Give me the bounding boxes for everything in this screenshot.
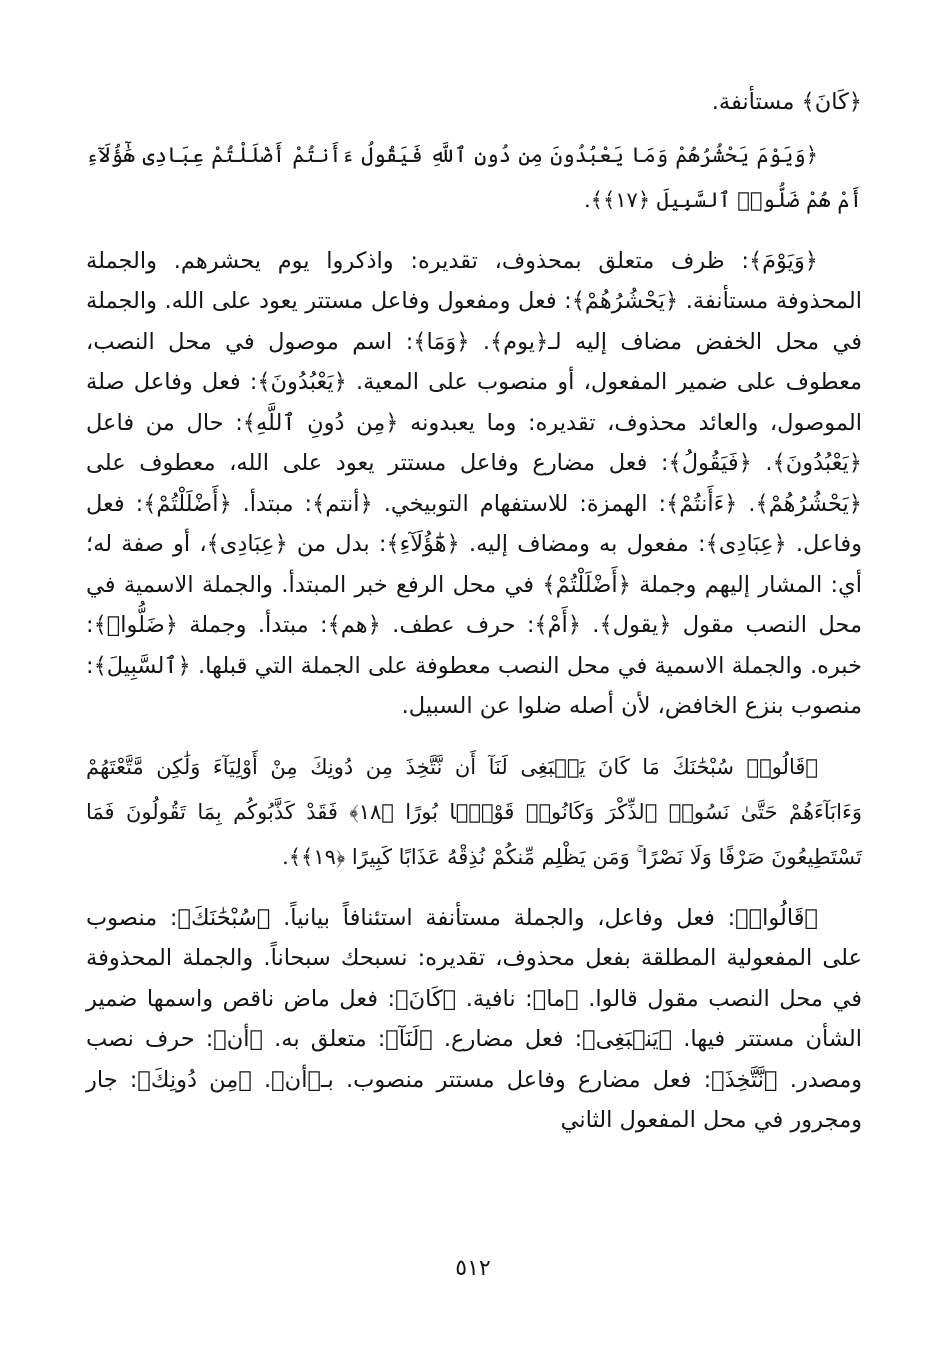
commentary-paragraph-17: ﴿وَيَوْمَ﴾: ظرف متعلق بمحذوف، تقديره: واذكروا يوم يحشرهم. والجملة المحذوفة مستأنفة. ﴿يَحْشُرُهُمْ﴾: فعل ومفعول وفاعل مستتر يعود على الله. والجملة في محل الخفض مضاف إليه لـ﴿يوم﴾. ﴿وَمَا﴾: اسم موصول في محل النصب، معطوف على ضمير المفعول، أو منصوب على المعية. ﴿يَعْبُدُونَ﴾: فعل وفاعل صلة الموصول، والعائد محذوف، تقديره: وما يعبدونه ﴿مِن دُونِ ٱللَّهِ﴾: حال من فاعل ﴿يَعْبُدُونَ﴾. ﴿فَيَقُولُ﴾: فعل مضارع وفاعل مستتر يعود على الله، معطوف على ﴿يَحْشُرُهُمْ﴾. ﴿ءَأَنتُمْ﴾: الهمزة: للاستفهام التوبيخي. ﴿أنتم﴾: مبتدأ. ﴿أَضْلَلْتُمْ﴾: فعل وفاعل. ﴿عِبَادِى﴾: مفعول به ومضاف إليه. ﴿هَٰٓؤُلَآءِ﴾: بدل من ﴿عِبَادِى﴾، أو صفة له؛ أي: المشار إليهم وجملة ﴿أَضْلَلْتُمْ﴾ في محل الرفع خبر المبتدأ. والجملة الاسمية في محل النصب مقول ﴿يقول﴾. ﴿أَمْ﴾: حرف عطف. ﴿هم﴾: مبتدأ. وجملة ﴿ضَلُّوا۟﴾: خبره. والجملة الاسمية في محل النصب معطوفة على الجملة التي قبلها. ﴿ٱلسَّبِيلَ﴾: منصوب بنزع الخافض، لأن أصله ضلوا عن السبيل. [86,247,862,719]
spacer [86,123,862,133]
spacer [86,880,862,898]
quran-verse-17: ﴿وَيَوْمَ يَحْشُرُهُمْ وَمَا يَعْبُدُونَ مِن دُونِ ٱللَّهِ فَيَقُولُ ءَأَنتُمْ أَضْلَلْتُمْ عِبَادِى هَٰٓؤُلَآءِ أَمْ هُمْ ضَلُّوا۟ ٱلسَّبِيلَ ﴿١٧﴾﴾. [86,142,862,212]
spacer [86,727,862,745]
quran-verse-18-19: ﴿قَالُوا۟ سُبْحَٰنَكَ مَا كَانَ يَنۢبَغِى لَنَآ أَن نَّتَّخِذَ مِن دُونِكَ مِنْ أَوْلِيَآءَ وَلَٰكِن مَّتَّعْتَهُمْ وَءَابَآءَهُمْ حَتَّىٰ نَسُوا۟ ٱلذِّكْرَ وَكَانُوا۟ قَوْمًۢا بُورًا ﴿١٨﴾ فَقَدْ كَذَّبُوكُم بِمَا تَقُولُونَ فَمَا تَسْتَطِيعُونَ صَرْفًا وَلَا نَصْرًا ۚ وَمَن يَظْلِم مِّنكُمْ نُذِقْهُ عَذَابًا كَبِيرًا ﴿١٩﴾﴾. [86,754,863,869]
page-number: ٥١٢ [455,1256,491,1281]
continuation-line: ﴿كَانَ﴾ مستأنفة. [711,89,862,115]
page-body [86,82,862,1141]
commentary-paragraph-18: ﴿قَالُوا۟﴾: فعل وفاعل، والجملة مستأنفة استئنافاً بيانياً. ﴿سُبْحَٰنَكَ﴾: منصوب على المفعولية المطلقة بفعل محذوف، تقديره: نسبحك سبحاناً. والجملة المحذوفة في محل النصب مقول قالوا. ﴿ما﴾: نافية. ﴿كَانَ﴾: فعل ماض ناقص واسمها ضمير الشأن مستتر فيها. ﴿يَنۢبَغِى﴾: فعل مضارع. ﴿لَنَآ﴾: متعلق به. ﴿أن﴾: حرف نصب ومصدر. ﴿نَّتَّخِذَ﴾: فعل مضارع وفاعل مستتر منصوب. بـ﴿أن﴾. ﴿مِن دُونِكَ﴾: جار ومجرور في محل المفعول الثاني [86,904,862,1133]
spacer [86,223,862,241]
